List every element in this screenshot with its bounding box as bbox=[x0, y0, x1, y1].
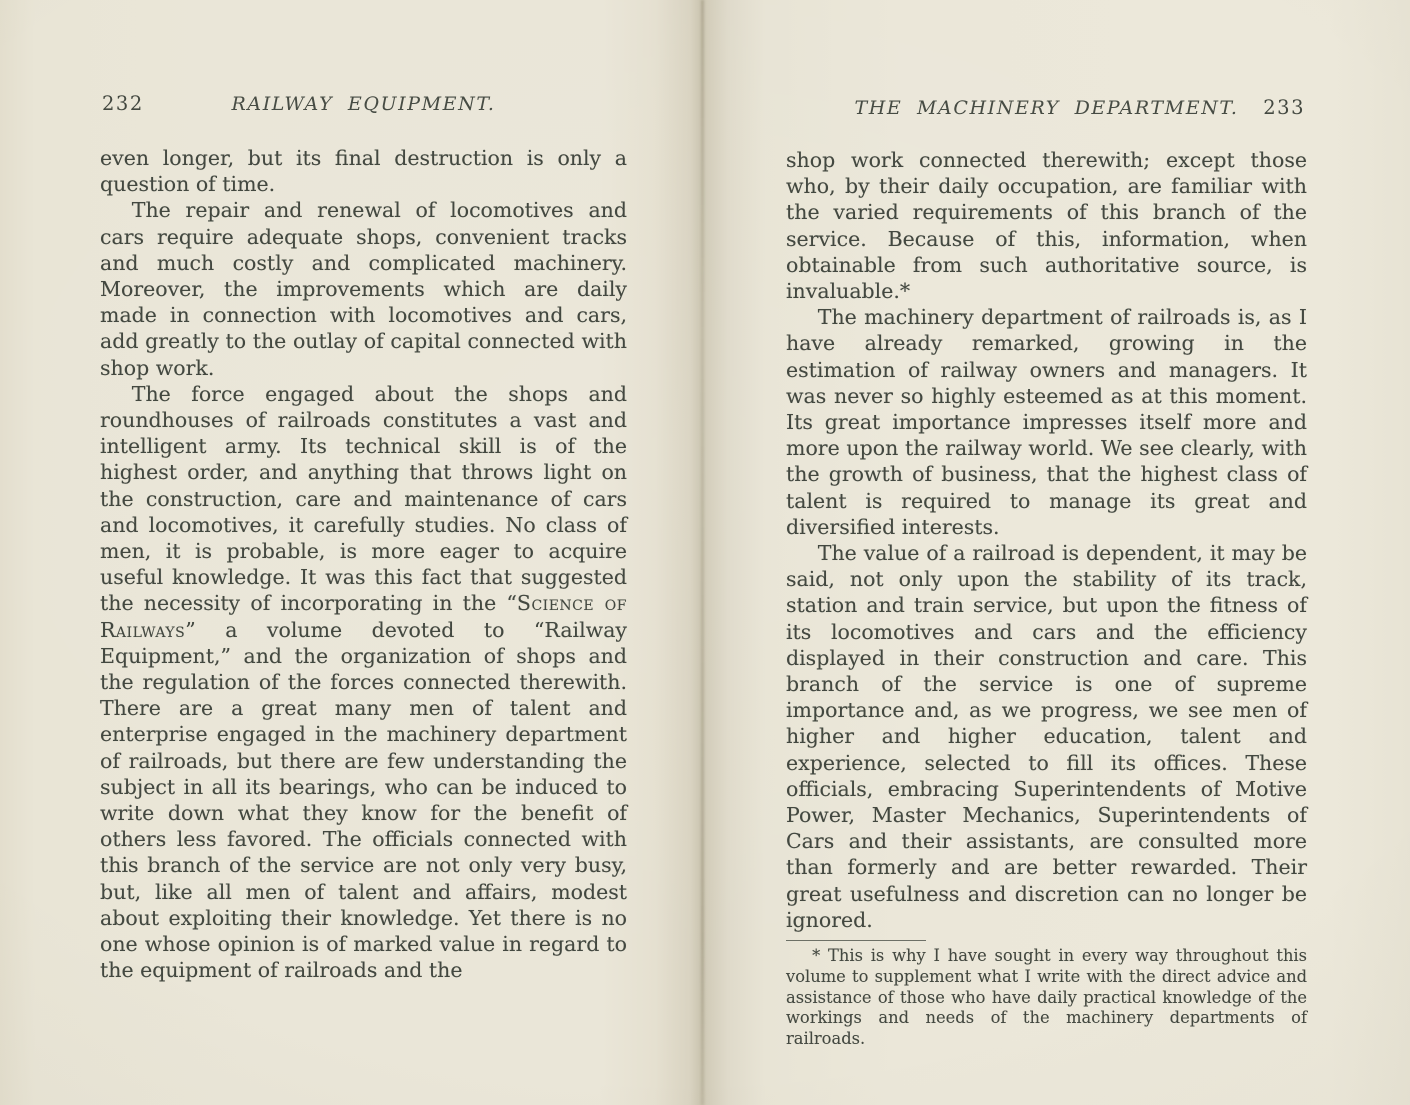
text-run: The machinery department of railroads is, as I have already remarked, growing in the estimation of railway owners and managers. It was never so highly esteemed as at this moment. Its great importance impresses itself more and more upon the railway world. We see clearly, with the growth of business, that the highest class of talent is required to manage its great and diversified interests. bbox=[786, 305, 1307, 539]
smallcaps-text: Science of Railways bbox=[100, 591, 627, 642]
text-run: even longer, but its final destruction is only a question of time. bbox=[100, 146, 627, 197]
page-header-left bbox=[100, 93, 627, 123]
page-gutter-crease bbox=[701, 0, 704, 1105]
footnote-rule bbox=[786, 940, 926, 941]
page-body-left bbox=[100, 145, 627, 984]
page-header-right bbox=[786, 97, 1307, 127]
text-run: The repair and renewal of locomotives and cars require adequate shops, convenient tracks and much costly and complicated machinery. Moreover, the improvements which are daily made in connection with locomotives and cars, add greatly to the outlay of capital connected with shop work. bbox=[100, 198, 627, 380]
page-right bbox=[786, 0, 1307, 1105]
paragraph bbox=[100, 145, 627, 197]
paragraph bbox=[786, 147, 1307, 304]
running-title-right: THE MACHINERY DEPARTMENT. bbox=[854, 97, 1239, 119]
running-title-left: RAILWAY EQUIPMENT. bbox=[231, 93, 496, 115]
footnote-block bbox=[786, 940, 1307, 1050]
page-number-left: 232 bbox=[102, 92, 144, 115]
page-number-right: 233 bbox=[1263, 96, 1305, 119]
text-run: shop work connected therewith; except those who, by their daily occupation, are familiar with the varied requirements of this branch of the service. Because of this, information, when obtainable from such authoritative source, is invaluable.* bbox=[786, 148, 1307, 304]
paragraph bbox=[100, 381, 627, 984]
paragraph bbox=[786, 304, 1307, 540]
page-left bbox=[100, 0, 627, 1105]
text-run: ” a volume devoted to “Railway Equipment,” and the organization of shops and the regulation of the forces connected therewith. There are a great many men of talent and enterprise engaged in the machinery department of railroads, but there are few understanding the subject in all its bearings, who can be induced to write down what they know for the benefit of others less favored. The officials connected with this branch of the service are not only very busy, but, like all men of talent and affairs, modest about exploiting their knowledge. Yet there is no one whose opinion is of marked value in regard to the equipment of railroads and the bbox=[100, 617, 627, 983]
page-body-right bbox=[786, 147, 1307, 933]
text-run: The value of a railroad is dependent, it may be said, not only upon the stability of its track, station and train service, but upon the fitness of its locomotives and cars and the efficiency displayed in their construction and care. This branch of the service is one of supreme importance and, as we progress, we see men of higher and higher education, talent and experience, selected to fill its offices. These officials, embracing Superintendents of Motive Power, Master Mechanics, Superintendents of Cars and their assistants, are consulted more than formerly and are better rewarded. Their great usefulness and discretion can no longer be ignored. bbox=[786, 541, 1307, 932]
paragraph bbox=[100, 197, 627, 380]
footnote-content: * This is why I have sought in every way throughout this volume to supplement what I write with the direct advice and assistance of those who have daily practical knowledge of the workings and needs of the machinery departments of railroads. bbox=[786, 946, 1307, 1049]
text-run: The force engaged about the shops and roundhouses of railroads constitutes a vast and intelligent army. Its technical skill is of the highest order, and anything that throws light on the construction, care and maintenance of cars and locomotives, it carefully studies. No class of men, it is probable, is more eager to acquire useful knowledge. It was this fact that suggested the necessity of incorporating in the “ bbox=[100, 381, 627, 616]
paragraph bbox=[786, 540, 1307, 933]
footnote-text bbox=[786, 946, 1307, 1050]
